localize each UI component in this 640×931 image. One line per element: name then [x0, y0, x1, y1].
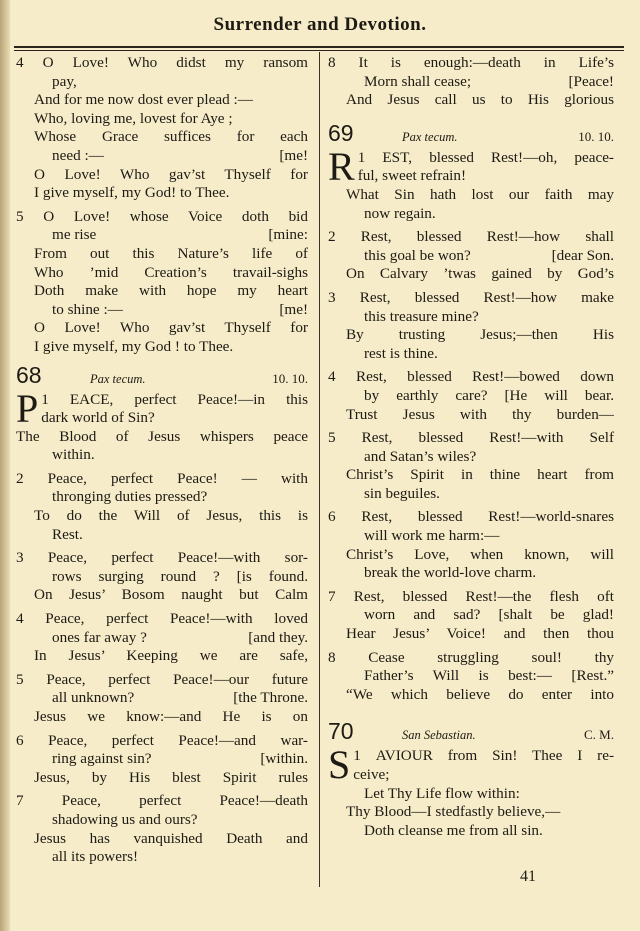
- stanza-line: [and they.: [248, 628, 308, 646]
- stanza-line: all unknown?: [52, 689, 135, 707]
- stanza-line: 4 Rest, blessed Rest!—bowed down: [328, 368, 615, 386]
- stanza-line: ful, sweet refrain!: [357, 167, 467, 185]
- stanza-line: and Satan’s wiles?: [364, 447, 477, 465]
- stanza-line: 5 O Love! whose Voice doth bid: [16, 207, 308, 225]
- stanza-line: thronging duties pressed?: [52, 488, 208, 506]
- hymn-number: 70: [328, 718, 354, 745]
- stanza-line: need :—: [52, 146, 104, 164]
- stanza-2: [16, 470, 308, 544]
- stanza-line: [me!: [279, 146, 308, 164]
- stanza-8: [328, 54, 614, 110]
- stanza-line: Doth cleanse me from all sin.: [364, 821, 543, 839]
- stanza-line: I give myself, my God ! to Thee.: [34, 337, 234, 355]
- stanza-line: 8 Cease struggling soul! thy: [328, 648, 615, 666]
- stanza-4: [16, 610, 308, 666]
- stanza-line: 8 It is enough:—death in Life’s: [328, 54, 614, 71]
- stanza-line: 6 Peace, perfect Peace!—and war-: [16, 731, 308, 749]
- right-column: [328, 54, 614, 845]
- stanza-line: worn and sad? [shalt be glad!: [364, 606, 614, 624]
- header-rule-thin: [14, 50, 624, 51]
- stanza-line: 2 Rest, blessed Rest!—how shall: [328, 228, 614, 246]
- stanza-line: O Love! Who gav’st Thyself for: [34, 319, 308, 337]
- stanza-line: 5 Peace, perfect Peace!—our future: [16, 670, 308, 688]
- stanza-line: by earthly care? [He will bear.: [364, 386, 614, 404]
- column-divider: [319, 52, 320, 887]
- stanza-line: Father’s Will is best:— [Rest.”: [364, 667, 614, 685]
- stanza-line: shadowing us and ours?: [52, 810, 198, 828]
- stanza-line: Hear Jesus’ Voice! and then thou: [346, 625, 614, 643]
- stanza-line: And Jesus call us to His glorious: [346, 91, 614, 109]
- stanza-line: ceive;: [353, 766, 390, 783]
- stanza-line: On Jesus’ Bosom naught but Calm: [34, 586, 308, 604]
- drop-cap: S: [328, 742, 351, 788]
- stanza-line: [Peace!: [568, 72, 614, 90]
- tune-name: Pax tecum.: [90, 371, 146, 386]
- stanza-line: Jesus has vanquished Death and: [34, 829, 308, 847]
- stanza-3: [16, 549, 308, 605]
- stanza-4: [328, 368, 614, 424]
- stanza-line: this goal be won?: [364, 246, 471, 264]
- stanza-7: [328, 588, 614, 644]
- stanza-line: [the Throne.: [233, 689, 308, 707]
- stanza-line: to shine :—: [52, 300, 123, 318]
- hymn-69-heading: [328, 120, 614, 147]
- stanza-line: 6 Rest, blessed Rest!—world-snares: [328, 508, 614, 526]
- stanza-line: [me!: [279, 300, 308, 318]
- meter: 10. 10.: [272, 370, 308, 386]
- drop-cap: P: [16, 385, 39, 431]
- stanza-line: pay,: [52, 72, 77, 90]
- stanza-4: [16, 54, 308, 203]
- stanza-5: [328, 429, 614, 503]
- stanza-line: Jesus we know:—and He is on: [34, 708, 308, 725]
- stanza-line: 3 Peace, perfect Peace!—with sor-: [16, 549, 308, 567]
- stanza-line: Thy Blood—I stedfastly believe,—: [346, 803, 561, 821]
- stanza-line: By trusting Jesus;—then His: [346, 326, 614, 344]
- hymn-68-heading: [16, 362, 308, 389]
- stanza-1: [328, 143, 614, 223]
- book-spine: [0, 0, 10, 931]
- stanza-line: 1 S AVIOUR from Sin! Thee I re-: [328, 742, 614, 788]
- stanza-line: 5 Rest, blessed Rest!—with Self: [328, 429, 614, 447]
- stanza-line: 7 Peace, perfect Peace!—death: [16, 792, 309, 810]
- page-header: Surrender and Devotion.: [213, 14, 427, 35]
- stanza-line: 2 Peace, perfect Peace! — with: [16, 469, 308, 487]
- stanza-line: On Calvary ’twas gained by God’s: [346, 265, 614, 283]
- left-column: [16, 54, 308, 872]
- stanza-line: ring against sin?: [52, 750, 152, 768]
- stanza-line: “We which believe do enter into: [346, 685, 614, 703]
- stanza-line: Trust Jesus with thy burden—: [346, 405, 614, 423]
- stanza-line: sin beguiles.: [364, 484, 440, 502]
- stanza-5: [16, 671, 308, 727]
- stanza-line: [within.: [260, 750, 308, 768]
- stanza-line: [dear Son.: [551, 246, 614, 264]
- stanza-6: [328, 508, 614, 582]
- stanza-line: Christ’s Spirit in thine heart from: [346, 466, 614, 484]
- stanza-line: within.: [52, 446, 95, 464]
- stanza-line: In Jesus’ Keeping we are safe,: [34, 647, 308, 665]
- hymn-number: 69: [328, 119, 354, 146]
- stanza-line: rows surging round ? [is found.: [52, 567, 308, 585]
- hymn-number: 68: [16, 361, 42, 388]
- stanza-line: dark world of Sin?: [41, 409, 155, 427]
- stanza-5: [16, 208, 308, 357]
- stanza-line: 4 Peace, perfect Peace!—with loved: [16, 610, 309, 628]
- stanza-line: Let Thy Life flow within:: [364, 784, 520, 802]
- stanza-line: Doth make with hope my heart: [34, 282, 308, 300]
- drop-cap: R: [328, 143, 355, 189]
- stanza-2: [328, 228, 614, 284]
- stanza-line: 7 Rest, blessed Rest!—the flesh oft: [328, 587, 614, 605]
- header-rule: [14, 46, 624, 48]
- stanza-line: all its powers!: [52, 848, 139, 866]
- stanza-line: O Love! Who gav’st Thyself for: [34, 165, 308, 183]
- stanza-line: break the world-love charm.: [364, 564, 537, 582]
- stanza-line: And for me now dost ever plead :—: [34, 91, 253, 109]
- stanza-line: What Sin hath lost our faith may: [346, 185, 614, 203]
- stanza-line: From out this Nature’s life of: [34, 244, 308, 262]
- meter: C. M.: [584, 727, 614, 743]
- stanza-line: [mine:: [268, 226, 308, 244]
- stanza-8: [328, 649, 614, 705]
- stanza-line: 4 O Love! Who didst my ransom: [16, 54, 308, 71]
- stanza-1: [328, 742, 614, 840]
- stanza-line: will work me harm:—: [364, 527, 500, 545]
- stanza-3: [328, 289, 614, 363]
- stanza-line: Christ’s Love, when known, will: [346, 545, 614, 563]
- stanza-6: [16, 732, 308, 788]
- stanza-1: [16, 385, 309, 465]
- stanza-line: now regain.: [364, 204, 436, 222]
- stanza-line: me rise: [52, 226, 97, 244]
- stanza-line: Jesus, by His blest Spirit rules: [34, 768, 308, 786]
- stanza-line: I give myself, my God! to Thee.: [34, 184, 230, 202]
- stanza-line: Rest.: [52, 525, 83, 543]
- meter: 10. 10.: [578, 128, 614, 144]
- stanza-line: Whose Grace suffices for each: [34, 128, 308, 146]
- stanza-line: 3 Rest, blessed Rest!—how make: [328, 288, 614, 306]
- stanza-line: Who, loving me, lovest for Aye ;: [34, 109, 233, 127]
- page-number: 41: [520, 868, 536, 885]
- stanza-line: Morn shall cease;: [364, 72, 472, 90]
- tune-name: Pax tecum.: [402, 129, 458, 144]
- stanza-line: Who ’mid Creation’s travail-sighs: [34, 263, 308, 281]
- stanza-line: To do the Will of Jesus, this is: [34, 507, 308, 525]
- stanza-line: The Blood of Jesus whispers peace: [16, 427, 308, 445]
- stanza-line: ones far away ?: [52, 628, 147, 646]
- stanza-7: [16, 792, 308, 866]
- stanza-line: 1 P EACE, perfect Peace!—in this: [16, 385, 309, 431]
- tune-name: San Sebastian.: [402, 728, 476, 743]
- stanza-line: this treasure mine?: [364, 307, 479, 325]
- stanza-line: 1 R EST, blessed Rest!—oh, peace-: [328, 143, 614, 189]
- stanza-line: rest is thine.: [364, 344, 438, 362]
- hymn-70-heading: [328, 718, 614, 745]
